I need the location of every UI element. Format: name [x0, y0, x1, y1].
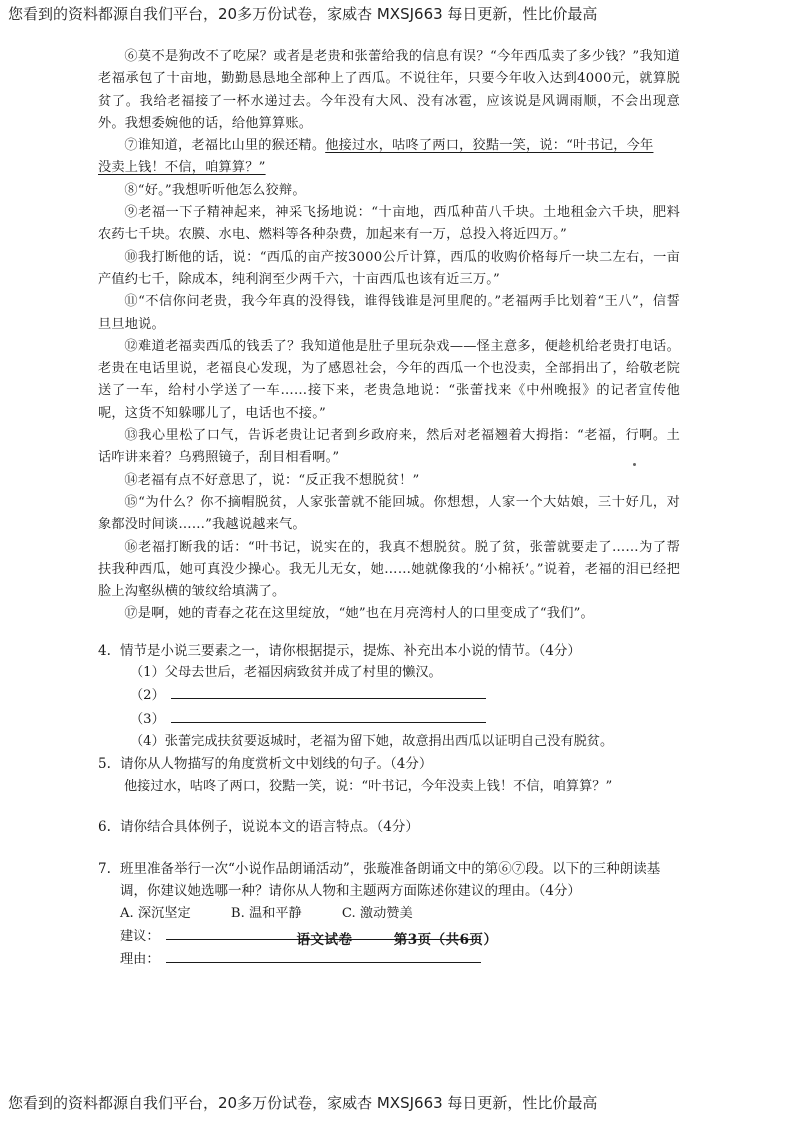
paragraph-6: ⑥莫不是狗改不了吃屎？或者是老贵和张蕾给我的信息有误？“今年西瓜卖了多少钱？”我知道老福承包了十亩地，勤勤恳恳地全部种上了西瓜。不说往年，只要今年收入达到4000元，就算脱贫了。我给老福接了一杯水递过去。今年没有大风、没有冰雹，应该说是风调雨顺，不会出现意外。我想委婉他的话，给他算算账。 [98, 49, 680, 131]
suggest-label: 建议： [120, 928, 160, 944]
question-7-number: 7. [98, 861, 111, 878]
reason-row [120, 948, 680, 971]
question-7 [98, 858, 680, 903]
answer-line-4-3[interactable] [171, 708, 486, 723]
question-4-item-1: （1）父母去世后，老福因病致贫并成了村里的懒汉。 [130, 665, 442, 681]
question-6 [98, 816, 680, 838]
paragraph-16: ⑯老福打断我的话：“叶书记，说实在的，我真不想脱贫。脱了贫，张蕾就要走了……为了帮扶我种西瓜，她可真没少操心。我无儿无女，她……她就像我的‘小棉袄’。”说着，老福的泪已经把脸上沟壑纵横的皱纹给填满了。 [98, 539, 680, 600]
question-4 [98, 640, 680, 662]
paragraph-12: ⑫难道老福卖西瓜的钱丢了？我知道他是肚子里玩杂戏——怪主意多，便趁机给老贵打电话。老贵在电话里说，老福良心发现，为了感恩社会，今年的西瓜一个也没卖，全部捐出了，给敬老院送了一车，给村小学送了一车……接下来，老贵急地说：“张蕾找来《中州晚报》的记者宣传他呢，这货不知躲哪儿了，电话也不接。” [98, 338, 680, 421]
question-5-text: 请你从人物描写的角度赏析文中划线的句子。（4分） [120, 756, 433, 773]
question-4-item-3-label: （3） [130, 711, 165, 727]
scan-speck [633, 463, 636, 466]
question-4-text: 情节是小说三要素之一，请你根据提示，提炼、补充出本小说的情节。（4分） [120, 642, 581, 659]
question-5 [98, 753, 680, 775]
footer-subject: 语文试卷 [296, 932, 353, 948]
bottom-banner: 您看到的资料都源自我们平台，20多万份试卷，家威杏 MXSJ663 每日更新，性比价最高 [8, 1094, 598, 1112]
question-7-text: 班里准备举行一次“小说作品朗诵活动”，张璇准备朗诵文中的第⑥⑦段。以下的三种朗读基调，你建议她选哪一种？请你从人物和主题两方面陈述你建议的理由。（4分） [120, 861, 661, 900]
page-footer [0, 928, 794, 948]
paragraph-7 [98, 135, 680, 180]
answer-line-4-2[interactable] [171, 684, 486, 699]
paragraph-10: ⑩我打断他的话，说：“西瓜的亩产按3000公斤计算，西瓜的收购价格每斤一块二左右，一亩产值约七千，除成本，纯利润至少两千六，十亩西瓜也该有近三万。” [98, 249, 680, 287]
reason-answer-line[interactable] [166, 948, 481, 963]
paragraph-8: ⑧“好。”我想听听他怎么狡辩。 [124, 182, 306, 198]
reason-label: 理由： [120, 952, 160, 968]
option-a[interactable]: A. 深沉坚定 [120, 905, 191, 921]
top-banner: 您看到的资料都源自我们平台，20多万份试卷，家威杏 MXSJ663 每日更新，性比价最高 [8, 5, 598, 23]
paragraph-15: ⑮“为什么？你不摘帽脱贫，人家张蕾就不能回城。你想想，人家一个大姑娘，三十好几，对象都没时间谈……”我越说越来气。 [98, 494, 680, 533]
paragraph-14: ⑭老福有点不好意思了，说：“反正我不想脱贫！” [124, 472, 420, 488]
footer-page-number: 第3页（共6页） [393, 932, 498, 948]
question-6-number: 6. [98, 818, 111, 835]
question-4-item-4: （4）张蕾完成扶贫要返城时，老福为留下她，故意捐出西瓜以证明自己没有脱贫。 [130, 733, 614, 749]
paragraph-11: ⑪“不信你问老贵，我今年真的没得钱，谁得钱谁是河里爬的。”老福两手比划着“王八”，信誓旦旦地说。 [98, 294, 680, 332]
paragraph-17: ⑰是啊，她的青春之花在这里绽放，“她”也在月亮湾村人的口里变成了“我们”。 [124, 606, 594, 622]
option-c[interactable]: C. 激动赞美 [341, 905, 413, 921]
underlined-sentence-part2: 没卖上钱！不信，咱算算？” [98, 160, 266, 176]
question-4-item-3 [130, 708, 680, 731]
question-4-number: 4. [98, 642, 111, 659]
question-4-item-2 [130, 684, 680, 707]
paragraph-13: ⑬我心里松了口气，告诉老贵让记者到乡政府来，然后对老福翘着大拇指：“老福，行啊。土话咋讲来着？乌鸦照镜子，刮目相看啊。” [98, 428, 680, 466]
paragraph-7-plain: ⑦谁知道，老福比山里的猴还精。 [124, 138, 326, 154]
question-5-number: 5. [98, 756, 111, 773]
option-b[interactable]: B. 温和平静 [230, 905, 302, 921]
question-4-item-2-label: （2） [130, 688, 165, 704]
underlined-sentence-part1: 他接过水，咕咚了两口，狡黠一笑，说：“叶书记，今年 [325, 138, 654, 154]
exam-page [98, 46, 680, 972]
question-7-options [120, 903, 680, 925]
question-5-quote: 他接过水，咕咚了两口，狡黠一笑，说：“叶书记，今年没卖上钱！不信，咱算算？” [124, 778, 613, 794]
paragraph-9: ⑨老福一下子精神起来，神采飞扬地说：“十亩地，西瓜种苗八千块。土地租金六千块，肥料农药七千块。农膜、水电、燃料等各种杂费，加起来有一万，总投入将近四万。” [98, 205, 680, 243]
question-6-text: 请你结合具体例子，说说本文的语言特点。（4分） [120, 818, 419, 835]
